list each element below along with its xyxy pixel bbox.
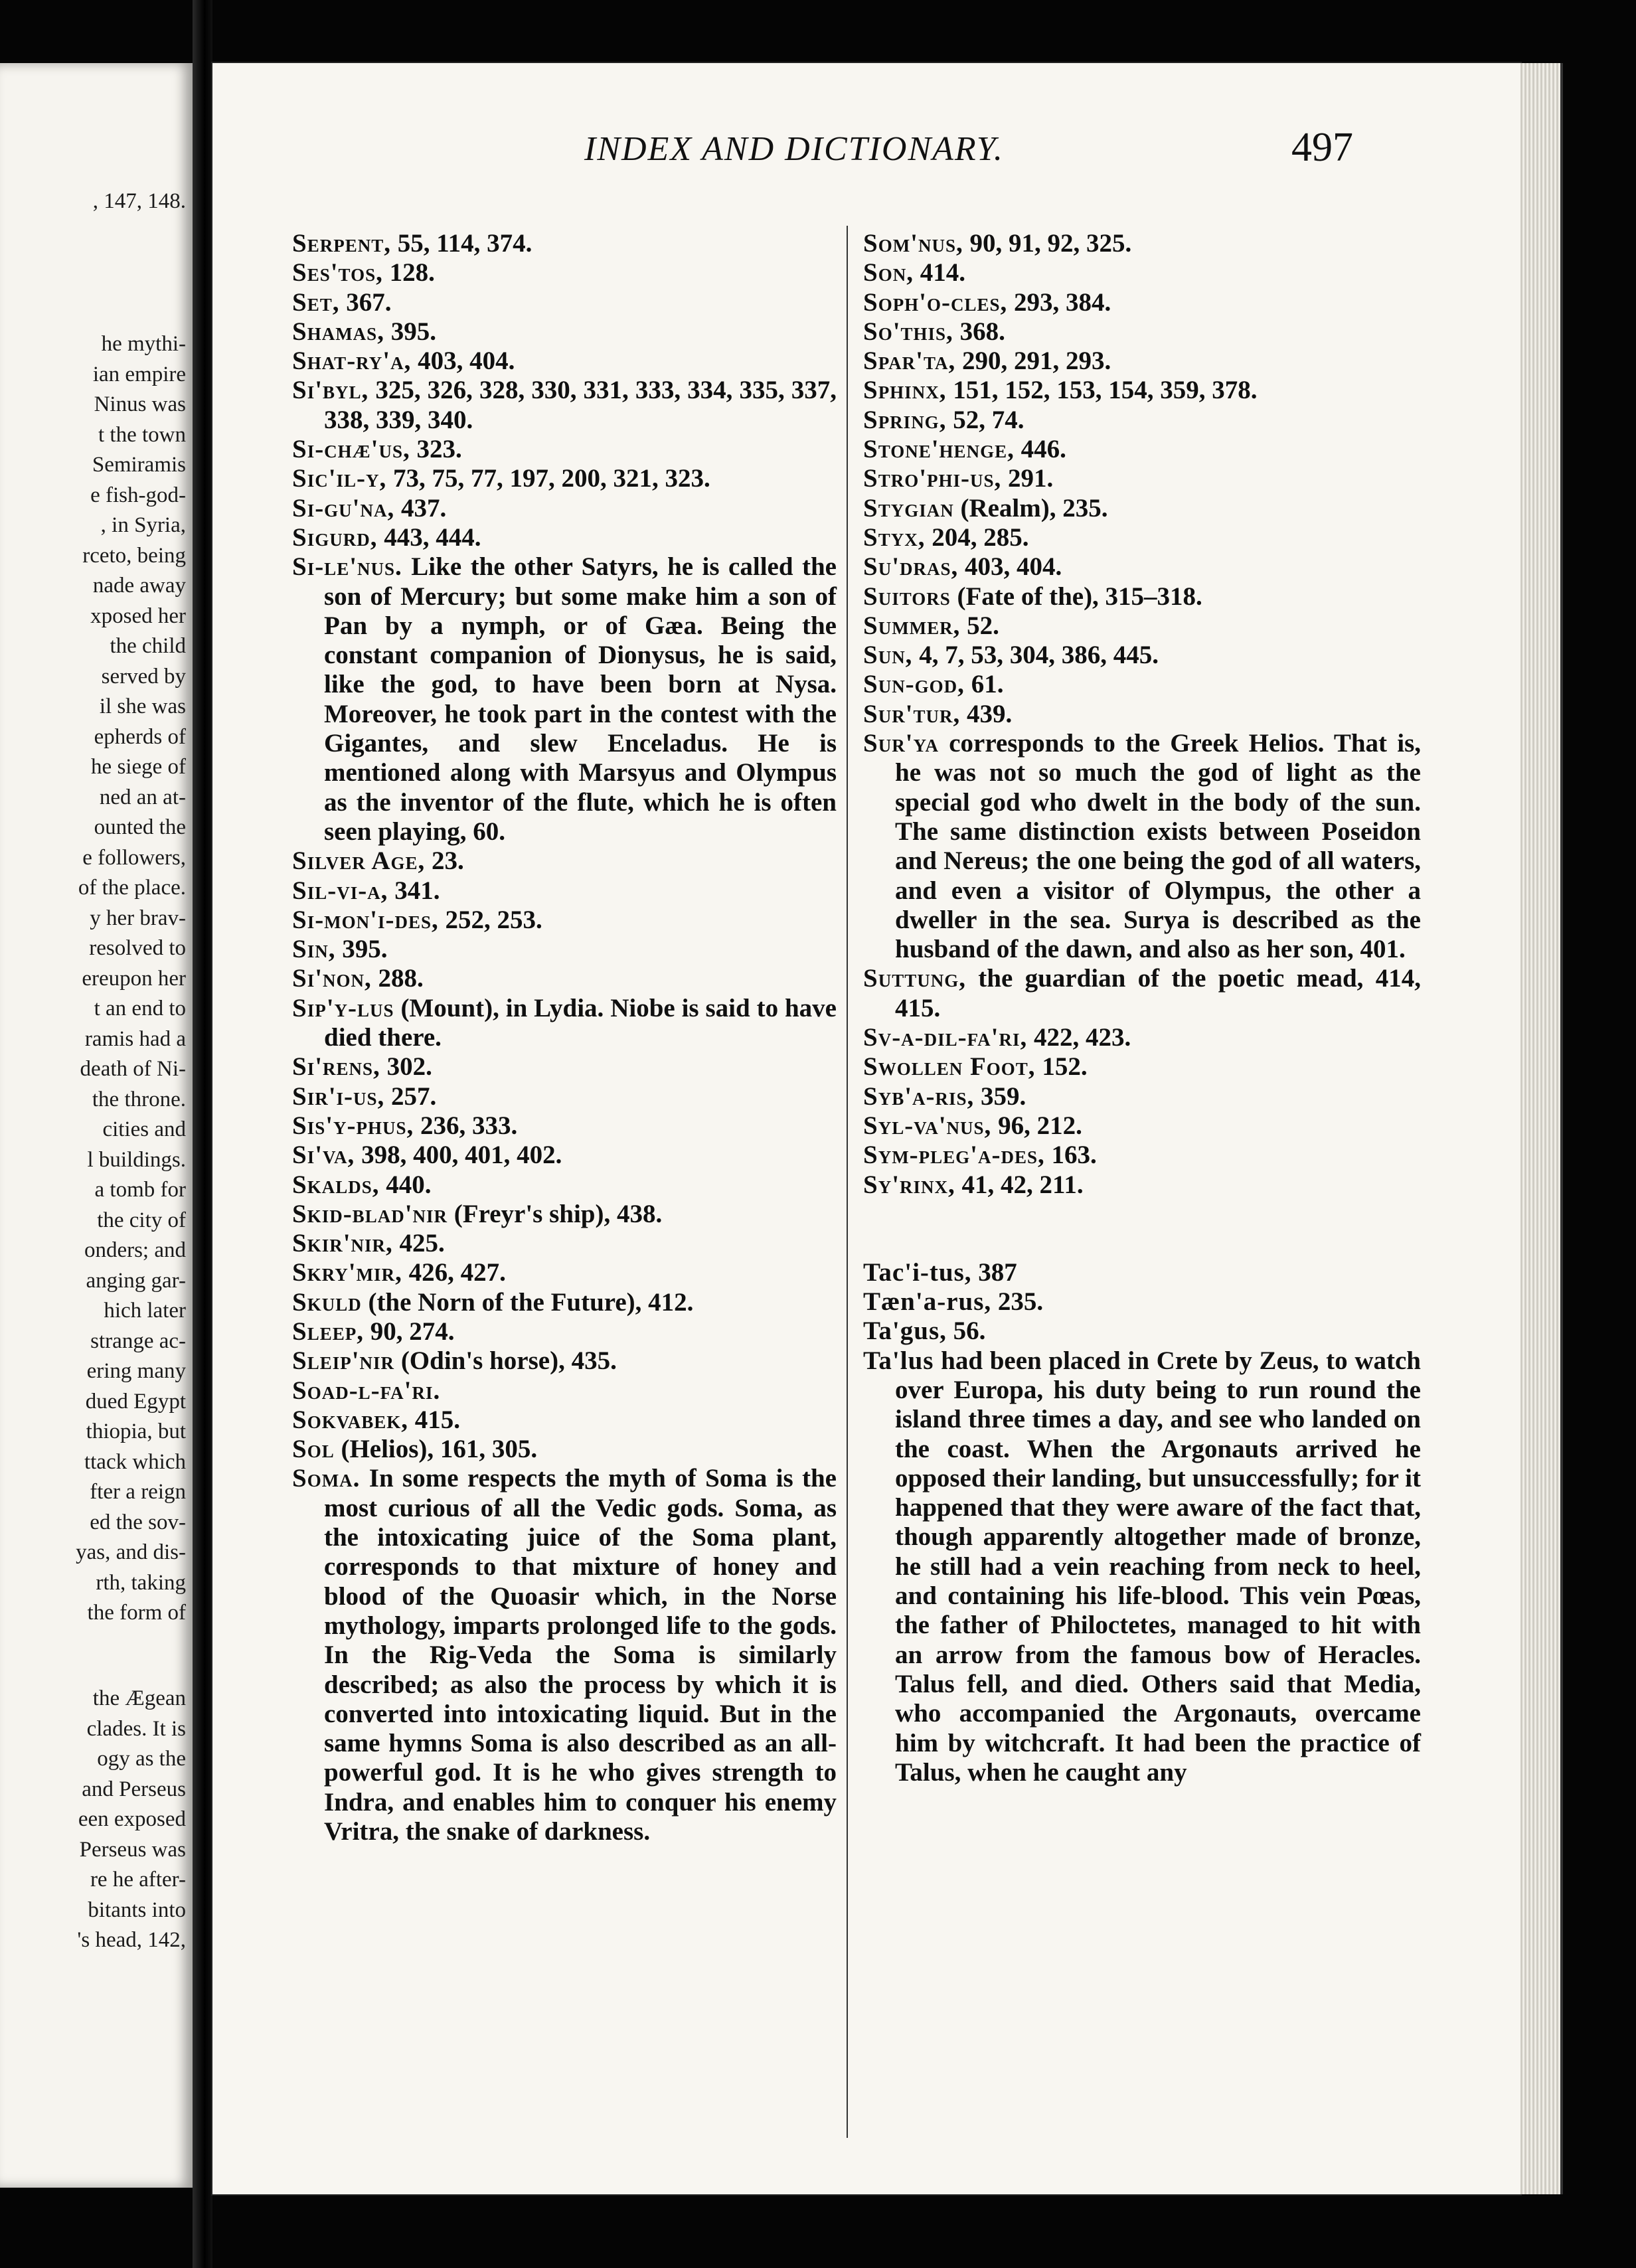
entry-headword: Tac'i-tus, <box>863 1257 972 1287</box>
facing-page-line: , 147, 148. <box>92 189 186 213</box>
index-entry <box>292 1111 837 1141</box>
entry-text: 323. <box>410 435 462 464</box>
entry-text: (Helios), 161, 305. <box>334 1435 538 1464</box>
entry-headword: Soma. <box>292 1464 361 1493</box>
facing-page-line: y her brav- <box>90 906 186 930</box>
entry-text: had been placed in Crete by Zeus, to watch over Europa, his duty being to run round the island three times a day, and see who landed on the coast. When the Argonauts arrived he opposed their landing, but unsuccessfully; for it happened that they were aware of the fact that, though apparently altogether made of bronze, he still had a vein reaching from neck to heel, and containing his life-blood. This vein Pœas, the father of Philoctetes, managed to hit with an arrow from the famous bow of Heracles. Talus fell, and died. Others said that Media, who accompanied the Argonauts, overcame him by witchcraft. It had been the practice of Talus, when he caught any <box>895 1346 1421 1787</box>
facing-page-line: ounted the <box>94 815 186 839</box>
entry-text: 437. <box>394 493 447 523</box>
entry-text: 439. <box>960 699 1013 728</box>
entry-headword: Stygian <box>863 493 954 523</box>
index-entry <box>292 435 837 464</box>
entry-headword: Sur'ya <box>863 729 940 758</box>
entry-headword: Shamas, <box>292 317 384 346</box>
entry-headword: Soad-l-fa'ri. <box>292 1376 441 1405</box>
index-entry <box>863 288 1421 317</box>
entry-text: (Odin's horse), 435. <box>394 1346 617 1376</box>
column-divider <box>847 226 848 2138</box>
index-entry <box>292 1435 837 1464</box>
entry-text: (Fate of the), 315–318. <box>950 582 1202 611</box>
entry-headword: Summer, <box>863 611 961 640</box>
index-entry <box>863 1082 1421 1111</box>
index-entry <box>863 552 1421 582</box>
entry-headword: Sic'il-y, <box>292 464 387 493</box>
index-entry <box>292 1082 837 1111</box>
index-entry <box>292 317 837 347</box>
index-entry <box>863 1052 1421 1082</box>
facing-page-line: dued Egypt <box>85 1389 186 1414</box>
index-entry <box>292 1288 837 1317</box>
entry-headword: Syb'a-ris, <box>863 1082 975 1111</box>
facing-page-line: the Ægean <box>92 1686 186 1710</box>
index-entry <box>863 641 1421 670</box>
entry-headword: Skalds, <box>292 1170 380 1199</box>
facing-page-line: Perseus was <box>79 1837 186 1862</box>
entry-text: 403, 404. <box>958 552 1062 582</box>
entry-headword: Soph'o-cles, <box>863 287 1008 317</box>
entry-headword: Ta'lus <box>863 1346 934 1375</box>
entry-text: 425. <box>392 1229 445 1258</box>
entry-text: 302. <box>380 1052 432 1082</box>
facing-page-line: xposed her <box>90 604 186 628</box>
page-edges <box>1520 63 1563 2194</box>
index-entry <box>292 994 837 1053</box>
facing-page-line: il she was <box>99 694 186 718</box>
entry-text: 414. <box>913 258 965 287</box>
entry-headword: Skid-blad'nir <box>292 1199 448 1228</box>
entry-headword: Si'non, <box>292 964 372 993</box>
facing-page-line: e fish-god- <box>90 483 186 507</box>
entry-text: 395. <box>335 935 388 964</box>
entry-headword: Sv-a-dil-fa'ri, <box>863 1023 1028 1052</box>
entry-headword: Tæn'a-rus, <box>863 1287 992 1317</box>
entry-headword: Sun, <box>863 641 913 670</box>
facing-page-line: thiopia, but <box>86 1419 186 1443</box>
entry-headword: Si'va, <box>292 1141 355 1170</box>
left-facing-page <box>0 63 193 2188</box>
entry-headword: Skuld <box>292 1287 362 1317</box>
entry-headword: Sy'rinx, <box>863 1170 955 1199</box>
facing-page-line: t the town <box>98 422 186 447</box>
facing-page-line: re he after- <box>90 1868 186 1892</box>
entry-text: (Freyr's ship), 438. <box>448 1199 663 1228</box>
facing-page-line: yas, and dis- <box>76 1540 186 1564</box>
facing-page-line: bitants into <box>88 1898 186 1922</box>
index-entry <box>863 582 1421 611</box>
entry-text: corresponds to the Greek Helios. That is, he was not so much the god of light as the special god who dwelt in the body of the sun. The same distinction exists between Poseidon and Nereus; the one being the god of all waters, and even a visitor of Olympus, the other a dweller in the sea. Surya is described as the husband of the dawn, and also as her son, 401. <box>895 729 1421 964</box>
entry-headword: Suitors <box>863 582 951 611</box>
facing-page-line: cities and <box>102 1117 186 1141</box>
index-entry <box>863 700 1421 729</box>
index-entry <box>863 406 1421 435</box>
entry-headword: Sir'i-us, <box>292 1082 385 1111</box>
entry-text: 23. <box>425 847 464 876</box>
facing-page-line: ering many <box>86 1359 186 1383</box>
facing-page-line: rceto, being <box>82 543 186 568</box>
facing-page-line: the throne. <box>92 1087 186 1111</box>
index-entry <box>863 1111 1421 1141</box>
index-entry <box>863 435 1421 464</box>
entry-headword: Sin, <box>292 935 336 964</box>
index-entry <box>863 1287 1421 1317</box>
index-entry <box>863 964 1421 1023</box>
facing-page-line: 's head, 142, <box>77 1928 186 1952</box>
entry-text: 443, 444. <box>377 523 481 552</box>
facing-page-line: the city of <box>97 1208 186 1232</box>
entry-text: 440. <box>379 1170 432 1199</box>
entry-text: 151, 152, 153, 154, 359, 378. <box>946 376 1258 405</box>
facing-page-line: Ninus was <box>94 392 186 416</box>
index-entry <box>863 376 1421 405</box>
index-entry <box>863 464 1421 493</box>
entry-text: 403, 404. <box>411 347 515 376</box>
index-entry <box>863 317 1421 347</box>
index-entry <box>863 1346 1421 1787</box>
entry-headword: Set, <box>292 287 340 317</box>
facing-page-line: onders; and <box>84 1238 186 1262</box>
entry-headword: Si-chæ'us, <box>292 435 410 464</box>
entry-headword: Ta'gus, <box>863 1317 947 1346</box>
entry-text: 4, 7, 53, 304, 386, 445. <box>912 641 1159 670</box>
entry-text: 52, 74. <box>946 405 1024 434</box>
entry-headword: Sokvabek, <box>292 1405 408 1434</box>
entry-text: 325, 326, 328, 330, 331, 333, 334, 335, 337, 338, 339, 340. <box>324 376 837 434</box>
index-entry <box>292 1376 837 1406</box>
running-title: INDEX AND DICTIONARY. <box>584 130 1004 168</box>
entry-text: 359. <box>974 1082 1026 1111</box>
entry-headword: Ses'tos, <box>292 258 383 287</box>
entry-headword: Shat-ry'a, <box>292 347 412 376</box>
index-entry <box>292 1200 837 1229</box>
index-entry <box>292 1141 837 1170</box>
facing-page-line: he mythi- <box>101 332 186 356</box>
index-entry <box>292 1346 837 1376</box>
index-entry <box>863 1023 1421 1052</box>
book-gutter <box>193 0 212 2268</box>
facing-page-line: ramis had a <box>84 1026 186 1051</box>
entry-headword: Sis'y-phus, <box>292 1111 414 1140</box>
entry-headword: Son, <box>863 258 914 287</box>
entry-text: 288. <box>371 964 424 993</box>
entry-headword: Sur'tur, <box>863 699 961 728</box>
entry-headword: Sleip'nir <box>292 1346 395 1376</box>
entry-text: 41, 42, 211. <box>955 1170 1084 1199</box>
entry-text: 163. <box>1044 1141 1097 1170</box>
entry-headword: Si-gu'na, <box>292 493 395 523</box>
index-entry <box>863 347 1421 376</box>
facing-page-line: ereupon her <box>82 966 186 991</box>
index-entry <box>292 258 837 287</box>
entry-text: (the Norn of the Future), 412. <box>361 1287 694 1317</box>
facing-page-line: , in Syria, <box>100 513 186 537</box>
index-entry <box>292 464 837 493</box>
entry-text: 96, 212. <box>991 1111 1082 1140</box>
entry-text: 252, 253. <box>438 905 542 934</box>
facing-page-line: Semiramis <box>92 453 186 477</box>
entry-text: 90, 91, 92, 325. <box>963 229 1132 258</box>
entry-headword: So'this, <box>863 317 953 346</box>
entry-text: 398, 400, 401, 402. <box>355 1141 562 1170</box>
facing-page-line: served by <box>101 664 186 688</box>
facing-page-line: e followers, <box>82 845 186 870</box>
entry-headword: Serpent, <box>292 229 391 258</box>
index-entry <box>863 258 1421 287</box>
facing-page-line: he siege of <box>91 755 186 779</box>
entry-text: the guardian of the poetic mead, 414, 415. <box>895 964 1421 1022</box>
entry-headword: Sun-god, <box>863 670 965 699</box>
facing-page-line: ian empire <box>92 362 186 386</box>
index-entry <box>292 1052 837 1082</box>
entry-headword: Si-le'nus. <box>292 552 402 582</box>
facing-page-line: ttack which <box>84 1449 186 1474</box>
entry-text: 128. <box>382 258 435 287</box>
entry-text: (Mount), in Lydia. Niobe is said to have died there. <box>324 993 837 1052</box>
facing-page-line: ogy as the <box>97 1747 186 1771</box>
facing-page-line: death of Ni- <box>80 1057 186 1081</box>
entry-headword: Syl-va'nus, <box>863 1111 992 1140</box>
index-entry <box>292 935 837 964</box>
facing-page-line: een exposed <box>78 1807 186 1831</box>
entry-headword: Stone'henge, <box>863 435 1015 464</box>
entry-text: In some respects the myth of Soma is the most curious of all the Vedic gods. Soma, as the intoxicating juice of the Soma plant, corresponds to that mixture of honey and blood of the Quoasir which, in the Norse mythology, imparts prolonged life to the gods. In the Rig-Veda the Soma is similarly described; as also the process by which it is converted into intoxicating liquid. But in the same hymns Soma is also described as an all-powerful god. It is he who gives strength to Indra, and enables him to conquer his enemy Vritra, the snake of darkness. <box>324 1464 837 1846</box>
entry-headword: Skry'mir, <box>292 1258 402 1287</box>
entry-text: 56. <box>946 1317 986 1346</box>
index-entry <box>292 229 837 258</box>
entry-text: 415. <box>408 1405 460 1434</box>
entry-text: 293, 384. <box>1007 287 1111 317</box>
entry-text: 257. <box>384 1082 437 1111</box>
entry-text: 236, 333. <box>414 1111 518 1140</box>
facing-page-line: ned an at- <box>99 785 186 809</box>
facing-page-line: clades. It is <box>86 1716 186 1741</box>
facing-page-line: the form of <box>87 1601 186 1625</box>
facing-page-line: anging gar- <box>86 1268 186 1293</box>
index-page <box>212 63 1520 2194</box>
facing-page-line: strange ac- <box>90 1329 186 1353</box>
entry-text: 61. <box>964 670 1004 699</box>
left-index-column <box>292 229 837 1846</box>
entry-headword: Stro'phi-us, <box>863 464 1002 493</box>
index-entry <box>863 229 1421 258</box>
entry-headword: Sil-vi-a, <box>292 876 388 905</box>
entry-headword: Swollen Foot, <box>863 1052 1036 1082</box>
index-entry <box>863 523 1421 552</box>
entry-headword: Si'rens, <box>292 1052 380 1082</box>
entry-text: 90, 274. <box>363 1317 455 1346</box>
facing-page-line: epherds of <box>94 724 186 749</box>
index-entry <box>863 1171 1421 1200</box>
entry-headword: Su'dras, <box>863 552 959 582</box>
facing-page-line: t an end to <box>94 997 186 1020</box>
entry-headword: Silver Age, <box>292 847 426 876</box>
entry-headword: Spar'ta, <box>863 347 956 376</box>
entry-text: 426, 427. <box>402 1258 506 1287</box>
index-entry <box>863 1258 1421 1287</box>
entry-headword: Sleep, <box>292 1317 364 1346</box>
entry-text: 446. <box>1014 435 1066 464</box>
entry-text: Like the other Satyrs, he is called the son of Mercury; but some make him a son of Pan by a nymph, or of Gæa. Being the constant companion of Dionysus, he is said, like the god, to have been born at Nysa. Moreover, he took part in the contest with the Gigantes, and slew Enceladus. He is mentioned along with Marsyus and Olympus as the inventor of the flute, which he is often seen playing, 60. <box>324 552 837 846</box>
index-entry <box>292 552 837 847</box>
entry-headword: Sip'y-lus <box>292 993 394 1022</box>
entry-text: 367. <box>339 287 392 317</box>
page-number: 497 <box>1291 125 1353 170</box>
facing-page-line: a tomb for <box>94 1178 186 1202</box>
entry-text: 152. <box>1035 1052 1088 1082</box>
index-entry <box>863 1317 1421 1346</box>
index-entry <box>292 494 837 523</box>
entry-headword: Spring, <box>863 405 947 434</box>
entry-text: 291. <box>1001 464 1054 493</box>
entry-headword: Sigurd, <box>292 523 378 552</box>
entry-text: 341. <box>388 876 440 905</box>
entry-text: 235. <box>991 1287 1044 1317</box>
right-index-column <box>863 229 1421 1787</box>
entry-headword: Skir'nir, <box>292 1229 393 1258</box>
facing-page-line: rth, taking <box>96 1570 186 1595</box>
index-entry <box>292 1229 837 1258</box>
facing-page-line: ed the sov- <box>90 1510 186 1534</box>
entry-text: (Realm), 235. <box>953 493 1108 523</box>
index-entry <box>292 906 837 935</box>
entry-text: 395. <box>384 317 436 346</box>
entry-headword: Si-mon'i-des, <box>292 905 439 934</box>
index-entry <box>863 729 1421 964</box>
index-entry <box>292 347 837 376</box>
entry-text: 368. <box>953 317 1005 346</box>
entry-text: 52. <box>960 611 999 640</box>
index-entry <box>292 1317 837 1346</box>
index-entry <box>292 376 837 435</box>
facing-page-line: nade away <box>92 574 186 598</box>
index-entry <box>292 847 837 876</box>
entry-text: 387 <box>971 1257 1017 1287</box>
index-entry <box>292 964 837 993</box>
entry-text: 422, 423. <box>1027 1023 1131 1052</box>
entry-headword: Styx, <box>863 523 926 552</box>
index-entry <box>292 1406 837 1435</box>
entry-text: 73, 75, 77, 197, 200, 321, 323. <box>386 464 710 493</box>
index-entry <box>292 288 837 317</box>
index-entry <box>292 1464 837 1846</box>
entry-text: 204, 285. <box>925 523 1029 552</box>
entry-text: 55, 114, 374. <box>390 229 532 258</box>
entry-headword: Som'nus, <box>863 229 963 258</box>
entry-headword: Suttung, <box>863 964 966 993</box>
entry-headword: Sphinx, <box>863 376 947 405</box>
index-entry <box>863 1141 1421 1170</box>
index-entry <box>292 1258 837 1287</box>
facing-page-line: the child <box>110 634 186 658</box>
index-entry <box>863 494 1421 523</box>
index-entry <box>863 611 1421 641</box>
entry-headword: Si'byl, <box>292 376 369 405</box>
facing-page-line: fter a reign <box>90 1480 186 1504</box>
entry-text: 290, 291, 293. <box>955 347 1111 376</box>
facing-page-line: and Perseus <box>82 1777 186 1801</box>
facing-page-line: hich later <box>104 1299 186 1323</box>
index-entry <box>292 1171 837 1200</box>
facing-page-line: of the place. <box>78 876 186 900</box>
entry-headword: Sym-pleg'a-des, <box>863 1141 1045 1170</box>
letter-section-gap <box>863 1200 1421 1258</box>
entry-headword: Sol <box>292 1435 335 1464</box>
index-entry <box>863 670 1421 699</box>
facing-page-line: l buildings. <box>87 1147 186 1172</box>
index-entry <box>292 876 837 906</box>
index-entry <box>292 523 837 552</box>
facing-page-line: resolved to <box>89 936 186 960</box>
